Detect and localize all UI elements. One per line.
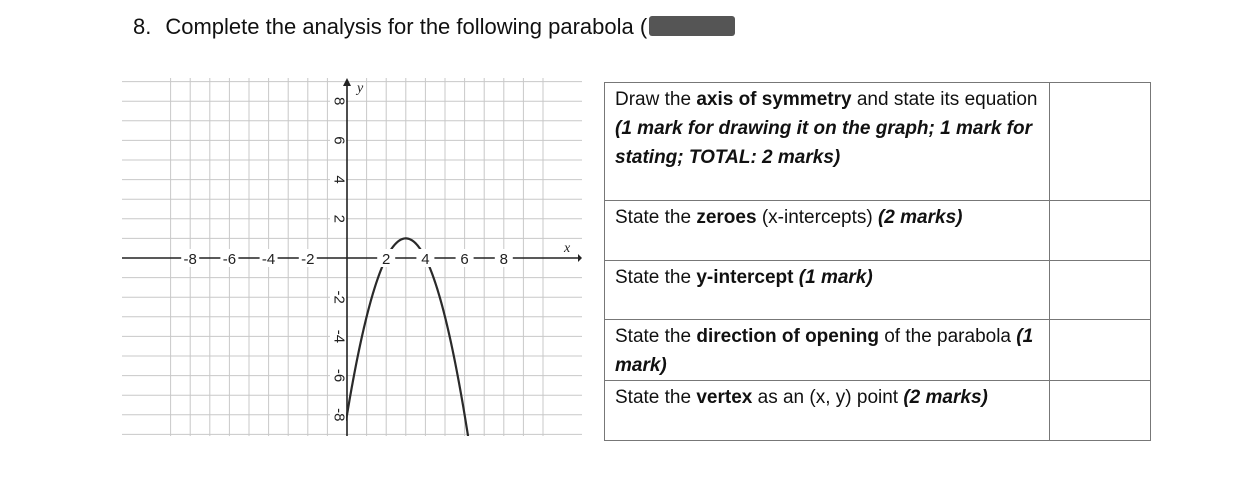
tick-labels (181, 81, 571, 424)
analysis-row (605, 381, 1151, 441)
answer-cell[interactable] (1050, 201, 1151, 261)
y-tick-label: -8 (330, 408, 348, 422)
curve-group (346, 238, 476, 436)
y-tick-label: 8 (330, 97, 348, 106)
analysis-prompt-cell (605, 320, 1050, 381)
parabola-curve (346, 238, 476, 436)
analysis-prompt-cell (605, 83, 1050, 201)
answer-cell[interactable] (1050, 83, 1151, 201)
analysis-prompt-cell (605, 201, 1050, 261)
x-tick-label: 4 (421, 251, 430, 268)
prompt-text-segment: State the (615, 387, 697, 408)
x-tick-label: -6 (222, 251, 237, 268)
prompt-text-segment: vertex (696, 387, 753, 408)
x-tick-label: -2 (301, 251, 315, 268)
y-tick-label: 2 (330, 214, 348, 223)
parabola-graph (122, 78, 582, 436)
prompt-text-segment: State the (615, 326, 697, 347)
answer-cell[interactable] (1050, 261, 1151, 320)
prompt-text-segment: and state its equation (851, 89, 1038, 110)
y-tick-label: -2 (330, 290, 348, 304)
y-tick-label: -6 (330, 368, 348, 383)
analysis-row (605, 320, 1151, 381)
prompt-text-segment: State the (615, 267, 697, 288)
redaction-block (649, 16, 735, 36)
analysis-prompt-cell (605, 261, 1050, 320)
y-axis-label: y (357, 81, 364, 96)
prompt-text-segment: direction of opening (696, 326, 879, 347)
x-tick-label: -8 (183, 251, 197, 268)
prompt-text-segment: (2 marks) (877, 207, 963, 228)
x-tick-label: -4 (261, 251, 276, 268)
x-tick-label: 2 (382, 251, 391, 268)
prompt-text-segment: of the parabola (878, 326, 1017, 347)
prompt-text-segment: (1 mark) (798, 267, 873, 288)
prompt-text-segment: axis of symmetry (696, 89, 852, 110)
prompt-text-segment: (1 mark) (615, 326, 1034, 376)
x-tick-label: 6 (460, 251, 469, 268)
redacted-open-paren: ( (639, 14, 648, 39)
analysis-row (605, 201, 1151, 261)
prompt-text-segment: as an (x, y) point (752, 387, 904, 408)
prompt-text-segment: y-intercept (696, 267, 794, 288)
prompt-text-segment: (2 marks) (903, 387, 988, 408)
question-text: Complete the analysis for the following parabola (165, 14, 634, 39)
analysis-prompt-cell (605, 381, 1050, 441)
y-tick-label: -4 (330, 329, 348, 344)
prompt-text-segment: (x-intercepts) (756, 207, 878, 228)
analysis-row (605, 261, 1151, 320)
prompt-text-segment: zeroes (696, 207, 757, 228)
y-tick-label: 6 (330, 136, 348, 145)
y-tick-label: 4 (330, 175, 348, 184)
prompt-text-segment: (1 mark for drawing it on the graph; 1 mark for stating; TOTAL: 2 marks) (615, 118, 1033, 168)
answer-cell[interactable] (1050, 320, 1151, 381)
x-axis-label: x (564, 241, 571, 256)
graph-svg (122, 78, 582, 436)
prompt-text-segment: State the (615, 207, 697, 228)
analysis-row (605, 83, 1151, 201)
x-tick-label: 8 (499, 251, 508, 268)
analysis-table (604, 82, 1151, 441)
prompt-text-segment: Draw the (615, 89, 697, 110)
x-axis-arrow (578, 254, 582, 262)
question-number: 8. (133, 14, 152, 39)
answer-cell[interactable] (1050, 381, 1151, 441)
question-heading (133, 12, 735, 42)
